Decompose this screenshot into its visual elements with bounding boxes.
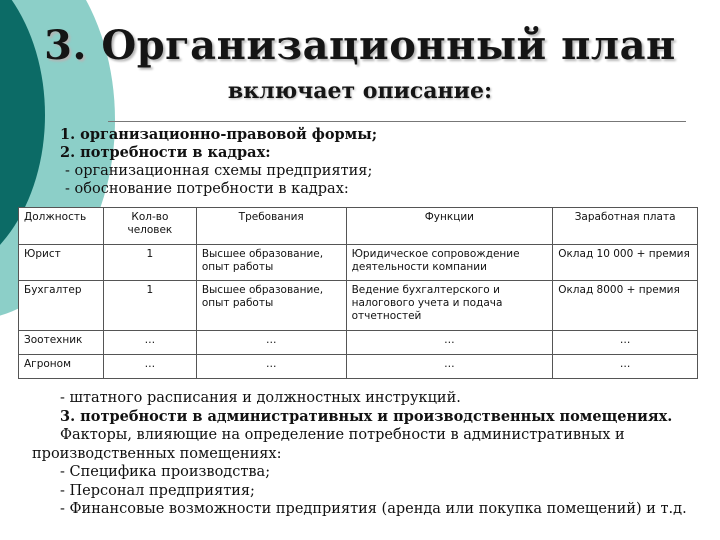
header-salary: Заработная плата xyxy=(553,208,698,245)
intro-item: 2. потребности в кадрах: xyxy=(60,144,271,161)
header-functions: Функции xyxy=(346,208,553,245)
table-header-row xyxy=(19,208,698,245)
cell-functions: … xyxy=(346,355,553,379)
cell-functions: … xyxy=(346,331,553,355)
intro-item: 1. организационно-правовой формы; xyxy=(60,126,378,143)
outro-item: производственных помещениях: xyxy=(32,445,282,462)
cell-requirements: Высшее образование, опыт работы xyxy=(196,245,346,281)
staffing-table xyxy=(18,207,698,379)
intro-item: - организационная схемы предприятия; xyxy=(65,163,373,179)
cell-salary: Оклад 10 000 + премия xyxy=(553,245,698,281)
table-row xyxy=(19,331,698,355)
page-subtitle: включает описание: xyxy=(227,78,493,104)
outro-item: Факторы, влияющие на определение потребности в административных и xyxy=(60,427,625,443)
outro-item: - Специфика производства; xyxy=(60,464,271,480)
cell-count: … xyxy=(103,355,196,379)
table-row xyxy=(19,355,698,379)
outro-item: - Финансовые возможности предприятия (аренда или покупка помещений) и т.д. xyxy=(60,501,687,517)
cell-salary: … xyxy=(553,331,698,355)
cell-count: … xyxy=(103,331,196,355)
cell-functions: Юридическое сопровождение деятельности компании xyxy=(346,245,553,281)
cell-count: 1 xyxy=(103,281,196,331)
cell-salary: Оклад 8000 + премия xyxy=(553,281,698,331)
divider xyxy=(108,121,686,122)
header-requirements: Требования xyxy=(196,208,346,245)
table-row xyxy=(19,245,698,281)
cell-position: Бухгалтер xyxy=(19,281,104,331)
cell-functions: Ведение бухгалтерского и налогового учета и подача отчетностей xyxy=(346,281,553,331)
cell-position: Юрист xyxy=(19,245,104,281)
cell-requirements: … xyxy=(196,355,346,379)
page-title: 3. Организационный план xyxy=(44,22,676,69)
intro-item: - обоснование потребности в кадрах: xyxy=(65,181,349,197)
header-count: Кол-во человек xyxy=(103,208,196,245)
cell-requirements: Высшее образование, опыт работы xyxy=(196,281,346,331)
outro-item: - штатного расписания и должностных инструкций. xyxy=(60,390,461,406)
cell-requirements: … xyxy=(196,331,346,355)
intro-list xyxy=(60,126,700,198)
cell-position: Зоотехник xyxy=(19,331,104,355)
table-row xyxy=(19,281,698,331)
outro-list xyxy=(32,389,712,519)
header-position: Должность xyxy=(19,208,104,245)
outro-item: 3. потребности в административных и производственных помещениях. xyxy=(60,407,673,425)
outro-item: - Персонал предприятия; xyxy=(60,482,255,499)
cell-count: 1 xyxy=(103,245,196,281)
cell-position: Агроном xyxy=(19,355,104,379)
cell-salary: … xyxy=(553,355,698,379)
